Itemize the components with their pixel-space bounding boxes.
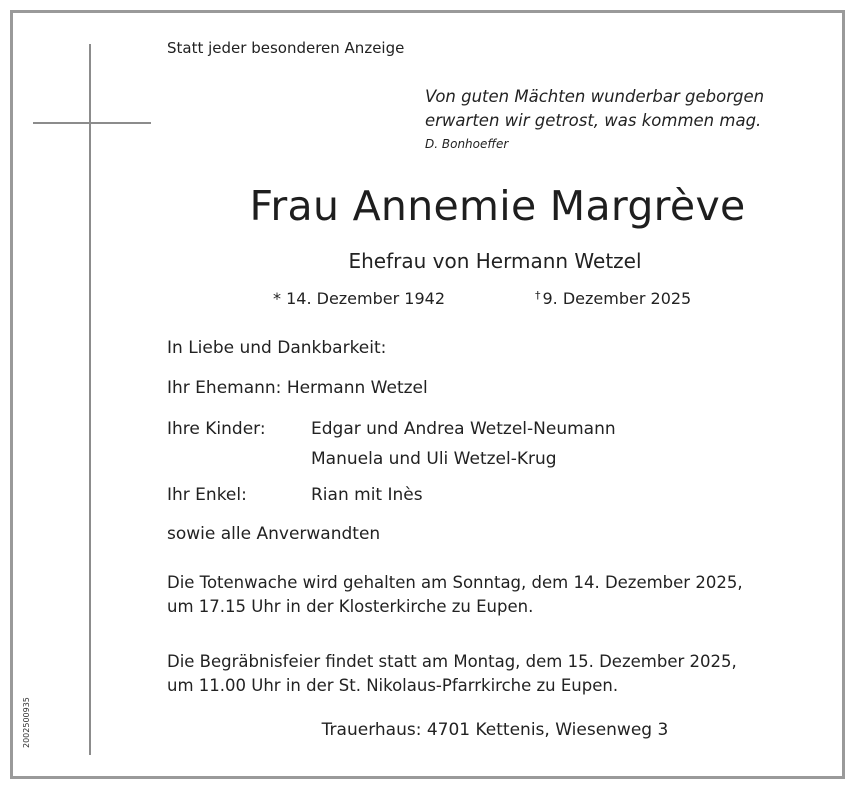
bonhoeffer-quote (425, 85, 764, 133)
notice-header: Statt jeder besonderen Anzeige (167, 39, 405, 57)
death-date-row (535, 289, 691, 308)
quote-line-2: erwarten wir getrost, was kommen mag. (425, 111, 762, 130)
relatives-line: sowie alle Anverwandten (167, 524, 381, 544)
mourning-house-address: Trauerhaus: 4701 Kettenis, Wiesenweg 3 (321, 720, 669, 740)
grandchild-label: Ihr Enkel: (167, 485, 247, 505)
husband-line: Ihr Ehemann: Hermann Wetzel (167, 378, 428, 398)
cross-horizontal-bar (33, 122, 151, 124)
children-entry: Edgar und Andrea Wetzel-Neumann (311, 419, 616, 439)
quote-line-1: Von guten Mächten wunderbar geborgen (425, 87, 765, 106)
funeral-line-1: Die Begräbnisfeier findet statt am Montag, dem 15. Dezember 2025, (167, 652, 737, 671)
deceased-name: Frau Annemie Margrève (249, 182, 746, 230)
funeral-line-2: um 11.00 Uhr in der St. Nikolaus-Pfarrkirche zu Eupen. (167, 676, 619, 695)
wake-info (167, 571, 743, 619)
children-entry: Manuela und Uli Wetzel-Krug (311, 449, 557, 469)
children-label: Ihre Kinder: (167, 419, 266, 439)
birth-date: * 14. Dezember 1942 (273, 289, 445, 308)
wake-line-1: Die Totenwache wird gehalten am Sonntag, dem 14. Dezember 2025, (167, 573, 743, 592)
ad-code: 2002500935 (22, 697, 31, 748)
spouse-of-line: Ehefrau von Hermann Wetzel (348, 249, 642, 273)
intro-line: In Liebe und Dankbarkeit: (167, 338, 387, 358)
death-date: 9. Dezember 2025 (542, 289, 692, 308)
funeral-info (167, 650, 737, 698)
death-cross-symbol: † (535, 289, 541, 302)
grandchild-entry: Rian mit Inès (311, 485, 423, 505)
wake-line-2: um 17.15 Uhr in der Klosterkirche zu Eupen. (167, 597, 534, 616)
cross-vertical-bar (89, 44, 91, 755)
quote-author: D. Bonhoeffer (425, 137, 509, 151)
